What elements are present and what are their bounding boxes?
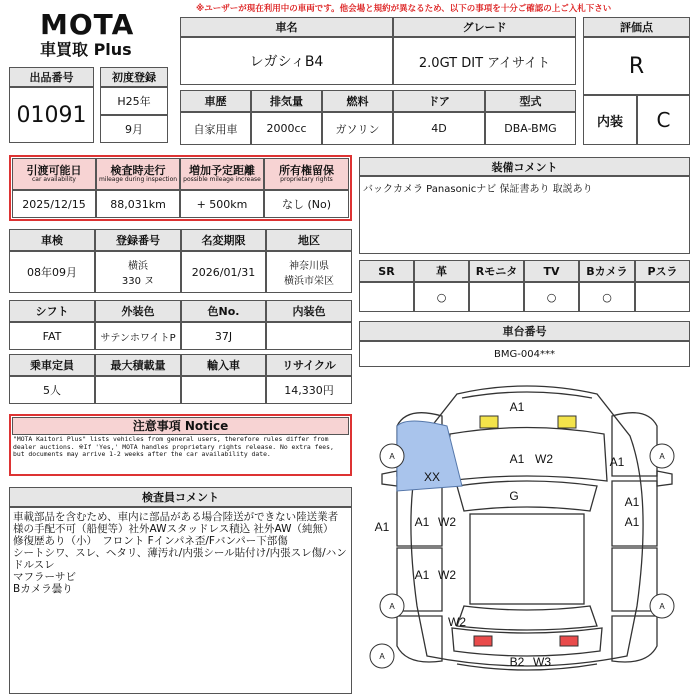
reg-header-3: 地区 <box>266 229 352 251</box>
wheel-label: A <box>379 652 385 661</box>
shaken-date: 08年09月 <box>9 251 95 293</box>
reg-header-0: 車検 <box>9 229 95 251</box>
avail-value-3: なし (No) <box>264 190 349 218</box>
logo-bottom: 車買取 Plus <box>40 40 132 59</box>
equip-header-4: Bカメラ <box>579 260 635 282</box>
equip-title: 装備コメント <box>359 157 690 176</box>
spec-value-1: 2000cc <box>251 112 322 145</box>
wheel-label: A <box>659 452 665 461</box>
equip-header-5: Pスラ <box>635 260 690 282</box>
mota-logo <box>40 8 150 62</box>
spec-value-0: 自家用車 <box>180 112 251 145</box>
color-header-0: シフト <box>9 300 95 322</box>
diagram-label: A1 <box>414 568 430 582</box>
grade-header: グレード <box>393 17 576 37</box>
car-name: レガシィB4 <box>180 37 393 85</box>
avail-value-2: + 500km <box>180 190 264 218</box>
score: R <box>583 37 690 95</box>
diagram-label: W2 <box>535 452 553 466</box>
inspector-line: Bカメラ曇り <box>13 583 73 596</box>
logo-top: MOTA <box>40 8 135 41</box>
avail-header-1: 検査時走行 mileage during inspection <box>96 158 180 190</box>
avail-value-0: 2025/12/15 <box>12 190 96 218</box>
inspector-title: 検査員コメント <box>9 487 352 507</box>
avail-header-2: 増加予定距離 possible mileage increase <box>180 158 264 190</box>
color-header-1: 外装色 <box>95 300 181 322</box>
plate-number: 横浜 330 ヌ <box>95 251 181 293</box>
equip-mark-1: ○ <box>414 282 469 312</box>
car-damage-diagram <box>362 376 692 696</box>
max-load <box>95 376 181 404</box>
equip-mark-3: ○ <box>524 282 579 312</box>
interior-label: 内装 <box>583 95 637 145</box>
cap-header-0: 乗車定員 <box>9 354 95 376</box>
avail-header-0: 引渡可能日 car availability <box>12 158 96 190</box>
diagram-label: A1 <box>374 520 390 534</box>
equip-mark-5 <box>635 282 690 312</box>
inspector-line: 車載部品を含むため、車内に部品がある場合陸送ができない陸送業者様の手配不可（船便等）社外AWスタッドレス積込 社外AW（純無） <box>13 511 339 536</box>
first-reg-header: 初度登録 <box>100 67 168 87</box>
first-reg-month: 9月 <box>100 115 168 143</box>
diagram-label: A1 <box>509 400 525 414</box>
cap-header-3: リサイクル <box>266 354 352 376</box>
spec-value-2: ガソリン <box>322 112 393 145</box>
equip-header-3: TV <box>524 260 579 282</box>
diagram-label: B2 <box>509 655 525 669</box>
top-notice: ※ユーザーが現在利用中の車両です。他会場と規約が異なるため、以下の事項を十分ご確認の上ご入札下さい <box>196 4 612 14</box>
equip-mark-2 <box>469 282 524 312</box>
avail-value-1: 88,031km <box>96 190 180 218</box>
cap-header-2: 輸入車 <box>181 354 266 376</box>
capacity: 5人 <box>9 376 95 404</box>
interior-color <box>266 322 352 350</box>
spec-header-1: 排気量 <box>251 90 322 112</box>
diagram-label: W2 <box>438 515 456 529</box>
reg-header-1: 登録番号 <box>95 229 181 251</box>
color-no: 37J <box>181 322 266 350</box>
exterior-color: サテンホワイトP <box>95 322 181 350</box>
spec-header-4: 型式 <box>485 90 576 112</box>
spec-header-2: 燃料 <box>322 90 393 112</box>
import <box>181 376 266 404</box>
listing-no: 01091 <box>9 87 94 143</box>
chassis-title: 車台番号 <box>359 321 690 341</box>
notice-body: "MOTA Kaitori Plus" lists vehicles from general users, therefore rules differ from dealer auctions. ※If 'Yes,' MOTA handles proprietary rights release. No extra fees, but documents may arrive 1-2 weeks after the car availability date. <box>13 436 334 459</box>
wheel-label: A <box>659 602 665 611</box>
color-header-2: 色No. <box>181 300 266 322</box>
diagram-label: A1 <box>624 495 640 509</box>
interior-score: C <box>637 95 690 145</box>
area: 神奈川県 横浜市栄区 <box>266 251 352 293</box>
cap-header-1: 最大積載量 <box>95 354 181 376</box>
spec-header-3: ドア <box>393 90 485 112</box>
first-reg-year: H25年 <box>100 87 168 115</box>
wheel-label: A <box>389 452 395 461</box>
diagram-label: XX <box>423 470 441 484</box>
inspector-comment <box>9 507 352 694</box>
score-header: 評価点 <box>583 17 690 37</box>
diagram-label: A1 <box>414 515 430 529</box>
diagram-label: W3 <box>533 655 551 669</box>
color-header-3: 内装色 <box>266 300 352 322</box>
notice-title: 注意事項 Notice <box>12 417 349 435</box>
diagram-label: W2 <box>438 568 456 582</box>
spec-value-4: DBA-BMG <box>485 112 576 145</box>
diagram-label: A1 <box>509 452 525 466</box>
shift: FAT <box>9 322 95 350</box>
equip-mark-0 <box>359 282 414 312</box>
chassis-number: BMG-004*** <box>359 341 690 367</box>
diagram-label: W2 <box>448 615 466 629</box>
car-name-header: 車名 <box>180 17 393 37</box>
equip-mark-4: ○ <box>579 282 635 312</box>
inspector-line: 修復歴あり（小） フロント Fインパネ歪/Fバンパー下部傷 <box>13 535 288 548</box>
listing-no-header: 出品番号 <box>9 67 94 87</box>
spec-value-3: 4D <box>393 112 485 145</box>
equip-header-0: SR <box>359 260 414 282</box>
reg-header-2: 名変期限 <box>181 229 266 251</box>
inspector-line: シートシワ、スレ、ヘタリ、薄汚れ/内張シール貼付け/内張スレ傷/ハンドルスレ <box>13 547 347 572</box>
equip-header-2: Rモニタ <box>469 260 524 282</box>
equip-text: バックカメラ Panasonicナビ 保証書あり 取説あり <box>359 176 690 254</box>
grade: 2.0GT DIT アイサイト <box>393 37 576 85</box>
recycle: 14,330円 <box>266 376 352 404</box>
name-change-deadline: 2026/01/31 <box>181 251 266 293</box>
inspector-line: マフラーサビ <box>13 571 76 584</box>
diagram-label: G <box>509 489 519 503</box>
diagram-label: A1 <box>609 455 625 469</box>
diagram-label: A1 <box>624 515 640 529</box>
equip-header-1: 革 <box>414 260 469 282</box>
avail-header-3: 所有権留保 proprietary rights <box>264 158 349 190</box>
spec-header-0: 車歴 <box>180 90 251 112</box>
wheel-label: A <box>389 602 395 611</box>
